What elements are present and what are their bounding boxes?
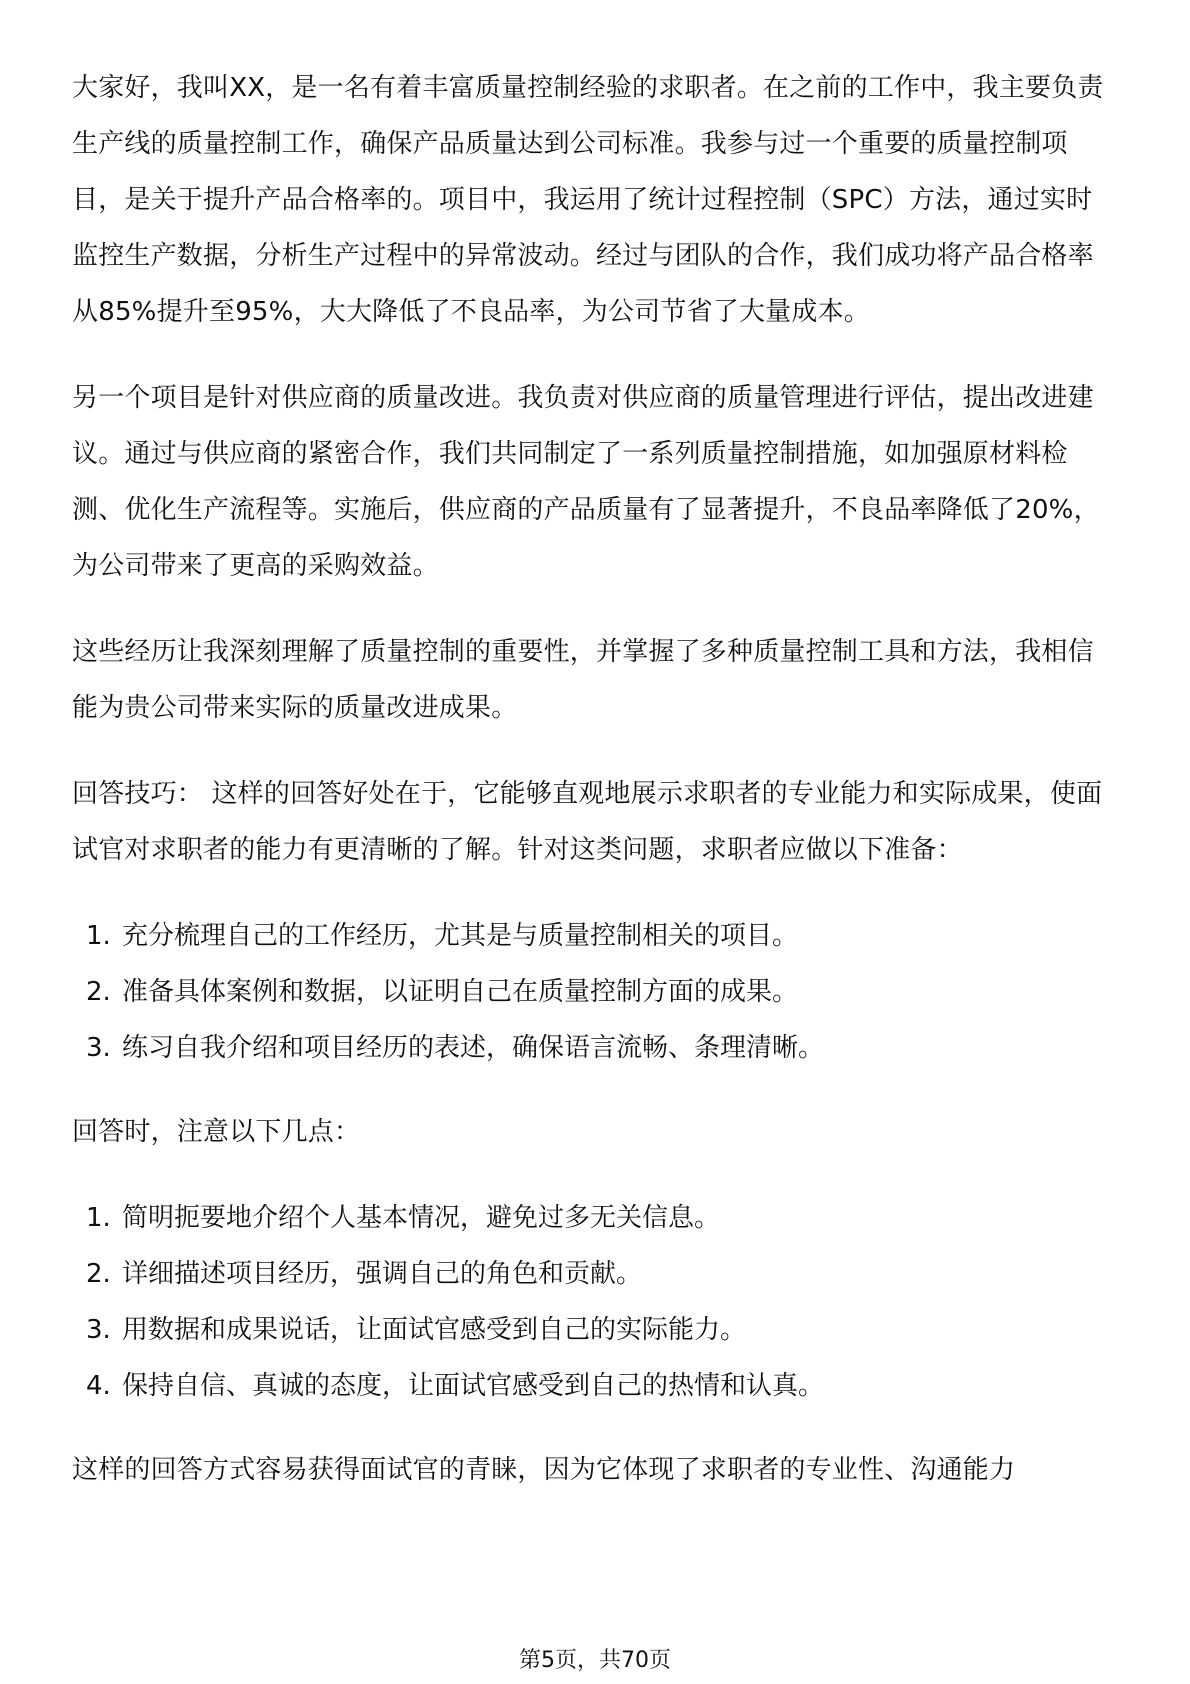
paragraph-answer-notes: 回答时，注意以下几点： bbox=[72, 1117, 361, 1147]
page-number: 第5页，共70页 bbox=[519, 1648, 671, 1673]
list-item-text: 准备具体案例和数据，以证明自己在质量控制方面的成果。 bbox=[122, 977, 799, 1007]
list-item bbox=[86, 1190, 1118, 1246]
paragraph-closing: 这样的回答方式容易获得面试官的青睐，因为它体现了求职者的专业性、沟通能力 bbox=[72, 1455, 1016, 1485]
paragraph-self-intro: 大家好，我叫XX，是一名有着丰富质量控制经验的求职者。在之前的工作中，我主要负责生产线的质量控制工作，确保产品质量达到公司标准。我参与过一个重要的质量控制项目，是关于提升产品合格率的。项目中，我运用了统计过程控制（SPC）方法，通过实时监控生产数据，分析生产过程中的异常波动。经过与团队的合作，我们成功将产品合格率从85%提升至95%，大大降低了不良品率，为公司节省了大量成本。 bbox=[72, 73, 1104, 327]
prep-list bbox=[72, 908, 1118, 1076]
list-item-number: 1. bbox=[86, 921, 111, 951]
list-item-number: 2. bbox=[86, 1259, 111, 1289]
list-item-text: 练习自我介绍和项目经历的表述，确保语言流畅、条理清晰。 bbox=[122, 1033, 825, 1063]
list-item-text: 简明扼要地介绍个人基本情况，避免过多无关信息。 bbox=[122, 1203, 721, 1233]
paragraph-supplier-project: 另一个项目是针对供应商的质量改进。我负责对供应商的质量管理进行评估，提出改进建议。通过与供应商的紧密合作，我们共同制定了一系列质量控制措施，如加强原材料检测、优化生产流程等。实施后，供应商的产品质量有了显著提升，不良品率降低了20%，为公司带来了更高的采购效益。 bbox=[72, 383, 1100, 581]
list-item-number: 3. bbox=[86, 1315, 111, 1345]
paragraph-answer-tips: 回答技巧： 这样的回答好处在于，它能够直观地展示求职者的专业能力和实际成果，使面试官对求职者的能力有更清晰的了解。针对这类问题，求职者应做以下准备： bbox=[72, 779, 1103, 865]
list-item-text: 保持自信、真诚的态度，让面试官感受到自己的热情和认真。 bbox=[122, 1371, 825, 1401]
list-item bbox=[86, 908, 1118, 964]
paragraph-experience-summary: 这些经历让我深刻理解了质量控制的重要性，并掌握了多种质量控制工具和方法，我相信能为贵公司带来实际的质量改进成果。 bbox=[72, 637, 1094, 723]
list-item-number: 3. bbox=[86, 1033, 111, 1063]
list-item-text: 用数据和成果说话，让面试官感受到自己的实际能力。 bbox=[122, 1315, 747, 1345]
list-item bbox=[86, 1246, 1118, 1302]
list-item-number: 2. bbox=[86, 977, 111, 1007]
list-item-text: 充分梳理自己的工作经历，尤其是与质量控制相关的项目。 bbox=[122, 921, 799, 951]
list-item-number: 4. bbox=[86, 1371, 111, 1401]
list-item bbox=[86, 1358, 1118, 1414]
list-item bbox=[86, 964, 1118, 1020]
list-item bbox=[86, 1020, 1118, 1076]
list-item-text: 详细描述项目经历，强调自己的角色和贡献。 bbox=[122, 1259, 643, 1289]
page-content bbox=[72, 60, 1118, 1498]
list-item-number: 1. bbox=[86, 1203, 111, 1233]
tips-list bbox=[72, 1190, 1118, 1414]
list-item bbox=[86, 1302, 1118, 1358]
